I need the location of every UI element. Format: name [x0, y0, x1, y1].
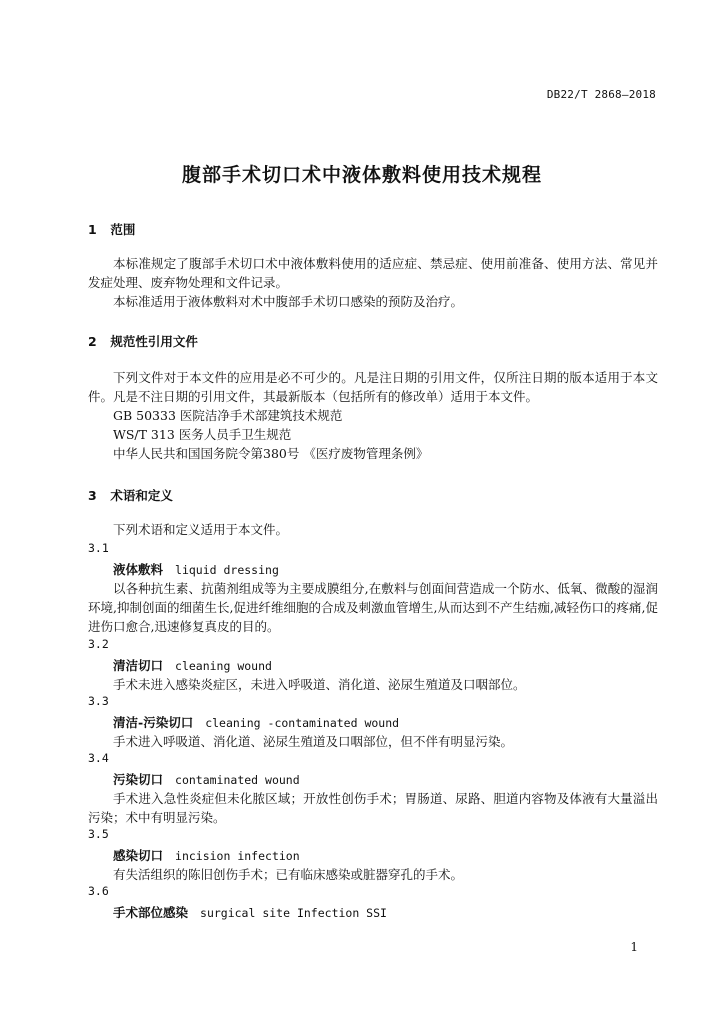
section-number: 1: [88, 222, 97, 237]
term-heading: [113, 903, 387, 921]
section-1-body: [88, 254, 658, 311]
page-number: 1: [630, 940, 638, 954]
section-2-body: [88, 368, 658, 406]
term-chinese: 液体敷料: [113, 562, 164, 577]
term-definition: [88, 579, 658, 636]
section-title: 范围: [110, 222, 136, 237]
term-heading: [113, 656, 272, 674]
term-number: 3.2: [88, 637, 109, 651]
section-3-heading: [88, 486, 173, 504]
term-english: liquid dressing: [175, 563, 279, 577]
definition-text: 手术进入呼吸道、消化道、泌尿生殖道及口咽部位，但不伴有明显污染。: [113, 734, 514, 749]
term-heading: [113, 560, 279, 578]
term-chinese: 清洁-污染切口: [113, 715, 194, 730]
term-chinese: 手术部位感染: [113, 905, 189, 920]
definition-text: 有失活组织的陈旧创伤手术；已有临床感染或脏器穿孔的手术。: [113, 867, 464, 882]
section-1-heading: [88, 220, 135, 238]
definition-text: 以各种抗生素、抗菌剂组成等为主要成膜组分,在敷料与创面间营造成一个防水、低氧、微酸的湿润环境,抑制创面的细菌生长,促进纤维细胞的合成及刺激血管增生,从而达到不产生结痂,减轻伤口的疼痛,促进伤口愈合,迅速修复真皮的目的。: [88, 581, 658, 634]
reference-item: WS/T 313 医务人员手卫生规范: [113, 427, 292, 442]
section-3-intro: 下列术语和定义适用于本文件。: [113, 522, 289, 537]
term-chinese: 感染切口: [113, 848, 164, 863]
term-heading: [113, 770, 300, 788]
term-english: surgical site Infection SSI: [200, 906, 387, 920]
section-title: 术语和定义: [110, 488, 173, 503]
term-english: cleaning -contaminated wound: [205, 716, 400, 730]
section-title: 规范性引用文件: [110, 334, 198, 349]
term-number: 3.3: [88, 694, 109, 708]
section-number: 2: [88, 334, 97, 349]
term-number: 3.1: [88, 541, 109, 555]
standard-code: DB22/T 2868—2018: [546, 88, 656, 101]
reference-item: 中华人民共和国国务院令第380号 《医疗废物管理条例》: [113, 446, 429, 461]
term-english: contaminated wound: [175, 773, 300, 787]
term-english: cleaning wound: [175, 659, 272, 673]
term-definition: [88, 732, 658, 751]
term-number: 3.5: [88, 827, 109, 841]
term-definition: [88, 675, 658, 694]
paragraph: 下列文件对于本文件的应用是必不可少的。凡是注日期的引用文件，仅所注日期的版本适用于本文件。凡是不注日期的引用文件，其最新版本（包括所有的修改单）适用于本文件。: [88, 370, 658, 404]
section-number: 3: [88, 488, 97, 503]
reference-item: GB 50333 医院洁净手术部建筑技术规范: [113, 408, 343, 423]
paragraph: 本标准规定了腹部手术切口术中液体敷料使用的适应症、禁忌症、使用前准备、使用方法、常见并发症处理、废弃物处理和文件记录。: [88, 256, 658, 290]
term-heading: [113, 713, 399, 731]
term-definition: [88, 865, 658, 884]
term-number: 3.4: [88, 751, 109, 765]
definition-text: 手术进入急性炎症但未化脓区域；开放性创伤手术；胃肠道、尿路、胆道内容物及体液有大量溢出污染；术中有明显污染。: [88, 791, 658, 825]
term-english: incision infection: [175, 849, 300, 863]
term-chinese: 污染切口: [113, 772, 164, 787]
term-definition: [88, 789, 658, 827]
term-heading: [113, 846, 300, 864]
definition-text: 手术未进入感染炎症区，未进入呼吸道、消化道、泌尿生殖道及口咽部位。: [113, 677, 526, 692]
section-2-heading: [88, 332, 198, 350]
term-chinese: 清洁切口: [113, 658, 164, 673]
paragraph: 本标准适用于液体敷料对术中腹部手术切口感染的预防及治疗。: [113, 294, 464, 309]
document-title: 腹部手术切口术中液体敷料使用技术规程: [181, 164, 542, 186]
term-number: 3.6: [88, 884, 109, 898]
